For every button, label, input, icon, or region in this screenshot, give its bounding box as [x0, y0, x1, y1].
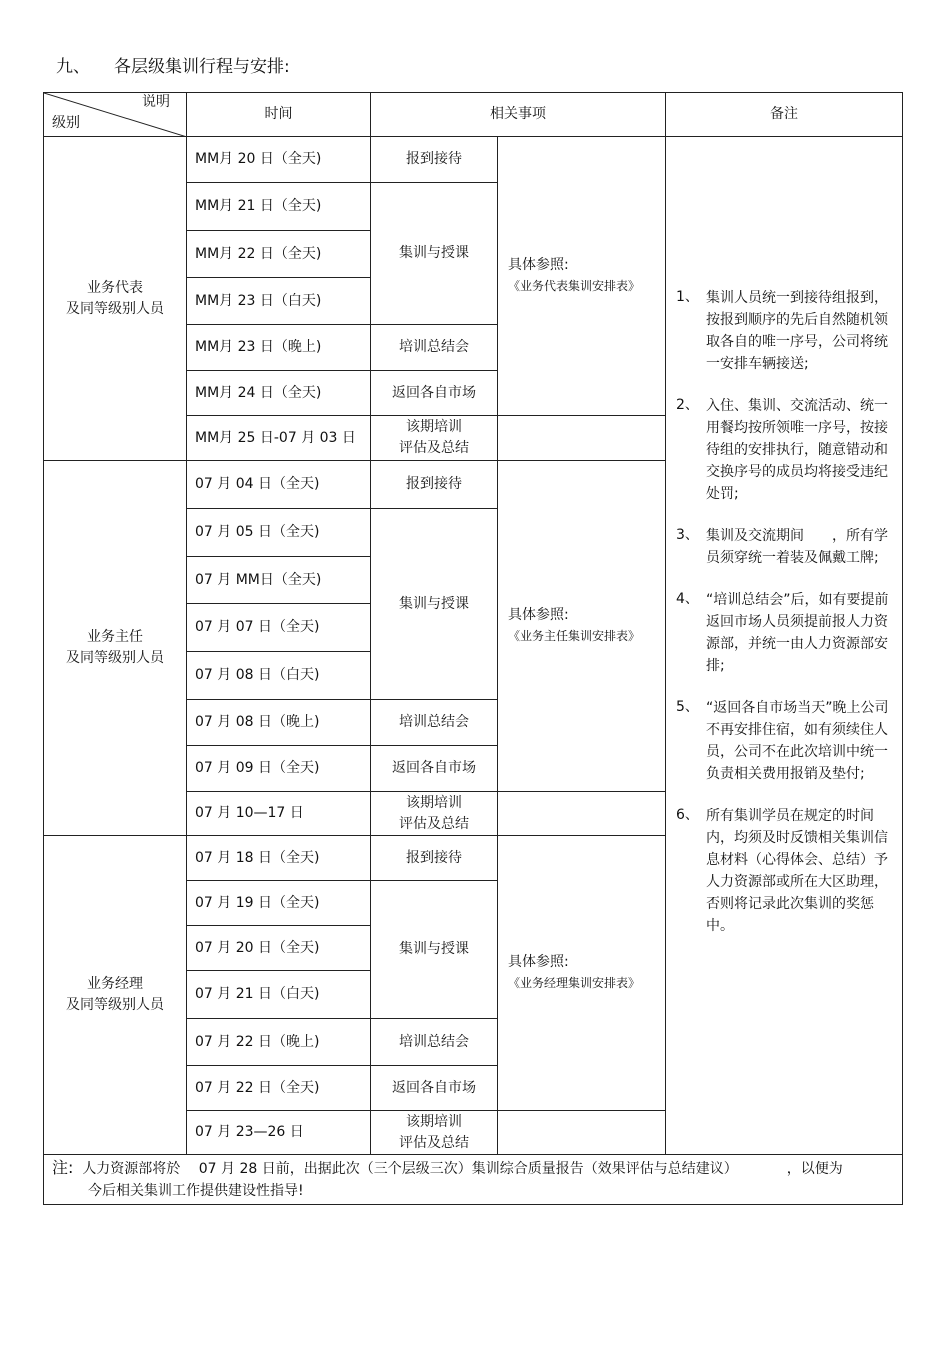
reference-label: 具体参照: [508, 607, 569, 623]
level-line: 及同等级别人员 [66, 997, 164, 1013]
remark-item [676, 697, 892, 785]
empty-cell [498, 1111, 666, 1155]
level-line: 及同等级别人员 [66, 650, 164, 666]
remark-text: “返回各自市场当天”晚上公司不再安排住宿，如有须续住人员，公司不在此次培训中统一负责相关费用报销及垫付; [706, 700, 889, 782]
remark-item [676, 805, 892, 937]
level-cell [44, 137, 187, 461]
reference-doc: 《业务主任集训安排表》 [508, 629, 641, 643]
remark-number: 3、 [676, 527, 699, 543]
time-cell: MM月 21 日（全天) [187, 183, 371, 231]
remark-number: 6、 [676, 807, 699, 823]
header-level: 级别 [52, 115, 80, 131]
item-cell: 培训总结会 [371, 325, 498, 371]
time-cell: 07 月 08 日（白天) [187, 652, 371, 700]
section-heading [56, 52, 290, 77]
time-cell: MM月 23 日（白天) [187, 278, 371, 325]
header-remarks: 备注 [666, 93, 903, 137]
header-level-cell [44, 93, 187, 137]
time-cell: 07 月 21 日（白天) [187, 971, 371, 1019]
time-cell: 07 月 07 日（全天) [187, 604, 371, 652]
item-line: 评估及总结 [399, 440, 469, 456]
item-cell: 培训总结会 [371, 700, 498, 746]
item-cell: 集训与授课 [371, 183, 498, 325]
item-cell [371, 1111, 498, 1155]
footer-line-2: 今后相关集训工作提供建设性指导! [88, 1183, 304, 1199]
schedule-table [43, 92, 903, 1205]
time-cell: 07 月 08 日（晚上) [187, 700, 371, 746]
section-title: 各层级集训行程与安排: [114, 57, 290, 77]
item-cell: 培训总结会 [371, 1019, 498, 1066]
level-line: 业务代表 [87, 279, 143, 296]
level-cell [44, 461, 187, 836]
table-row [44, 137, 903, 183]
item-cell: 报到接待 [371, 836, 498, 881]
remark-number: 4、 [676, 591, 699, 607]
footer-label: 注: [52, 1158, 74, 1177]
time-cell: MM月 25 日-07 月 03 日 [187, 416, 371, 461]
remark-text: 所有集训学员在规定的时间内，均须及时反馈相关集训信息材料（心得体会、总结）予人力资源部或所在大区助理，否则将记录此次集训的奖惩中。 [706, 808, 888, 934]
footer-line-1: 人力资源部将於 07 月 28 日前，出据此次（三个层级三次）集训综合质量报告（效果评估与总结建议） ，以便为 [82, 1161, 843, 1177]
item-cell [371, 416, 498, 461]
remark-text: “培训总结会”后，如有要提前返回市场人员须提前报人力资源部，并统一由人力资源部安排; [706, 592, 889, 674]
reference-cell [498, 461, 666, 792]
remark-item [676, 287, 892, 375]
reference-label: 具体参照: [508, 954, 569, 970]
level-line: 及同等级别人员 [66, 300, 164, 317]
item-line: 该期培训 [406, 419, 462, 435]
item-cell: 返回各自市场 [371, 746, 498, 792]
time-cell: MM月 23 日（晚上) [187, 325, 371, 371]
time-cell: MM月 22 日（全天) [187, 231, 371, 278]
item-cell [371, 792, 498, 836]
remark-item [676, 395, 892, 505]
item-line: 评估及总结 [399, 815, 469, 832]
item-cell: 返回各自市场 [371, 1066, 498, 1111]
time-cell: 07 月 22 日（全天) [187, 1066, 371, 1111]
reference-doc: 《业务代表集训安排表》 [508, 279, 641, 293]
header-explain: 说明 [142, 94, 170, 110]
remarks-cell [666, 137, 903, 1155]
time-cell: 07 月 22 日（晚上) [187, 1019, 371, 1066]
item-cell: 集训与授课 [371, 509, 498, 700]
item-line: 该期培训 [406, 794, 462, 811]
time-cell: 07 月 MM日（全天) [187, 557, 371, 604]
empty-cell [498, 416, 666, 461]
section-number: 九、 [56, 57, 90, 77]
remark-number: 5、 [676, 699, 699, 715]
remark-text: 集训及交流期间 ，所有学员须穿统一着装及佩戴工牌; [706, 528, 888, 566]
reference-label: 具体参照: [508, 257, 569, 273]
remark-text: 入住、集训、交流活动、统一用餐均按所领唯一序号，按接待组的安排执行，随意错动和交换序号的成员均将接受违纪处罚; [706, 398, 888, 502]
time-cell: 07 月 04 日（全天) [187, 461, 371, 509]
footer-row [44, 1155, 903, 1205]
remark-number: 2、 [676, 397, 699, 413]
header-row [44, 93, 903, 137]
time-cell: 07 月 20 日（全天) [187, 926, 371, 971]
reference-cell [498, 137, 666, 416]
remark-item [676, 589, 892, 677]
time-cell: 07 月 19 日（全天) [187, 881, 371, 926]
level-line: 业务主任 [87, 629, 143, 645]
time-cell: 07 月 23—26 日 [187, 1111, 371, 1155]
time-cell: 07 月 05 日（全天) [187, 509, 371, 557]
item-line: 评估及总结 [399, 1134, 469, 1151]
header-matters: 相关事项 [371, 93, 666, 137]
level-cell [44, 836, 187, 1155]
time-cell: 07 月 10—17 日 [187, 792, 371, 836]
header-time: 时间 [187, 93, 371, 137]
reference-cell [498, 836, 666, 1111]
level-line: 业务经理 [87, 976, 143, 992]
time-cell: 07 月 18 日（全天) [187, 836, 371, 881]
item-cell: 返回各自市场 [371, 371, 498, 416]
time-cell: MM月 24 日（全天) [187, 371, 371, 416]
reference-doc: 《业务经理集训安排表》 [508, 976, 641, 990]
item-cell: 报到接待 [371, 461, 498, 509]
time-cell: MM月 20 日（全天) [187, 137, 371, 183]
item-cell: 集训与授课 [371, 881, 498, 1019]
footer-note [44, 1155, 903, 1205]
item-cell: 报到接待 [371, 137, 498, 183]
remark-text: 集训人员统一到接待组报到，按报到顺序的先后自然随机领取各自的唯一序号，公司将统一安排车辆接送; [706, 290, 888, 372]
empty-cell [498, 792, 666, 836]
item-line: 该期培训 [406, 1113, 462, 1130]
time-cell: 07 月 09 日（全天) [187, 746, 371, 792]
remark-number: 1、 [676, 289, 699, 305]
remark-item [676, 525, 892, 569]
